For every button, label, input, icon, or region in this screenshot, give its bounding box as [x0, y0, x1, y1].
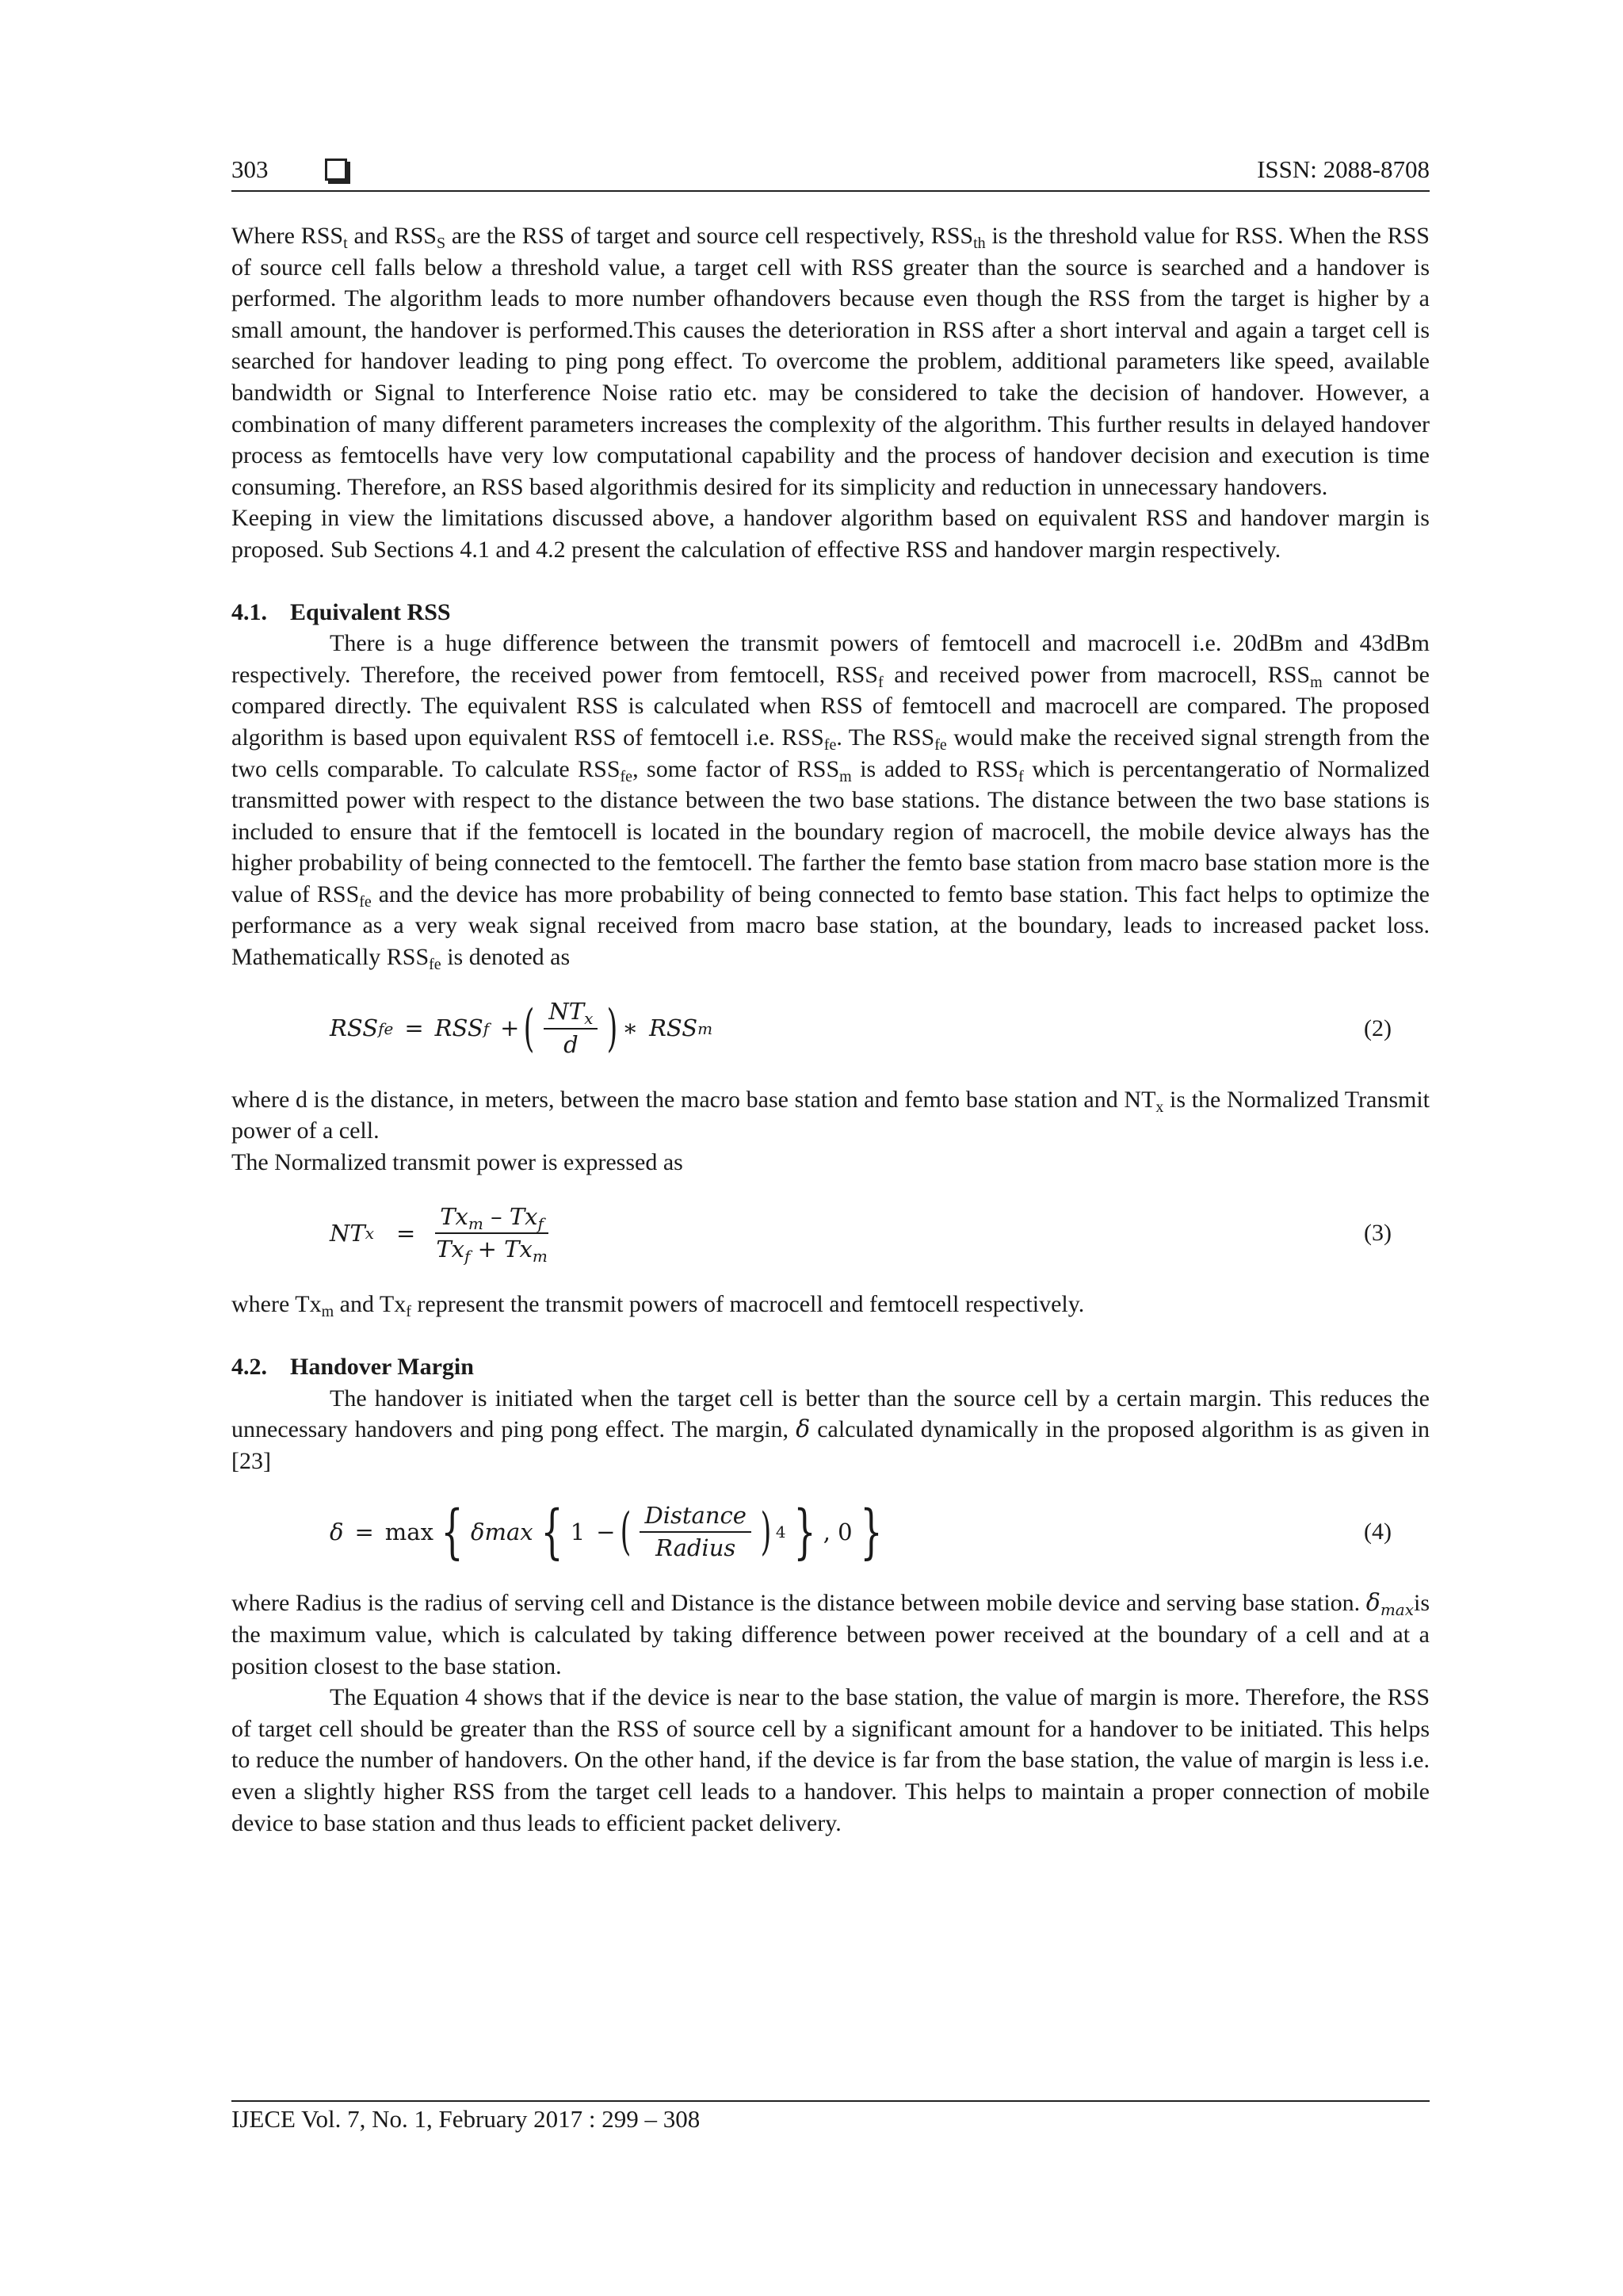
- page-number: 303: [231, 155, 269, 183]
- paragraph-handover-margin: The handover is initiated when the target cell is better than the source cell by a certain margin. This reduces the unnecessary handovers and ping pong effect. The margin, δ calculated dynamically in the proposed algorithm is as given in [23]: [231, 1385, 1430, 1474]
- equation-4: [231, 1492, 1430, 1572]
- paragraph-handover-condition: Where $RSS_t$ and $RSS_S$ are the RSS of target and source cell respectively, $RSS_{th}$ is the threshold value for RSS. When the RSS of source cell falls below a threshold value, a target cell with RSS greater than the source is searched and a handover is performed. The algorithm leads to more number ofhandovers because even though the RSS from the target is higher by a small amount, the handover is performed.This causes the deterioration in RSS after a short interval and again a target cell is searched for handover leading to ping pong effect. To overcome the problem, additional parameters like speed, available bandwidth or Signal to Interference Noise ratio etc. may be considered to take the decision of handover. However, a combination of many different parameters increases the complexity of the algorithm. This further results in delayed handover process as femtocells have very low computational capability and the process of handover decision and execution is time consuming. Therefore, an RSS based algorithmis desired for its simplicity and reduction in unnecessary handovers.: [231, 223, 1430, 500]
- equation-4-expression: δ = max { δmax { 1 − ( $\frac{\text{Distance}}{\text{Radius}}$ ) 4 } , 0 }: [330, 1498, 883, 1567]
- equation-2-number: (2): [1364, 1014, 1392, 1041]
- article-body: [231, 220, 1430, 1839]
- paragraph-radius-definition: where Radius is the radius of serving cell and Distance is the distance between mobile device and serving base station. $\delta_{max}is$ the maximum value, which is calculated by taking difference between power received at the boundary of a cell and at a position closest to the base station.: [231, 1589, 1430, 1679]
- paragraph-normalized-power-intro: The Normalized transmit power is expressed as: [231, 1148, 683, 1175]
- checkbox-glyph-icon: [325, 159, 347, 181]
- equation-3-expression: NT x = $\frac{Tx_m - Tx_f}{Tx_f + Tx_m}$: [330, 1202, 548, 1266]
- paragraph-equivalent-rss: There is a huge difference between the transmit powers of femtocell and macrocell i.e. 20dBm and 43dBm respectively. Therefore, the received power from femtocell, $RSS_f$ and received power from macrocell, $RSS_m$ cannot be compared directly. The equivalent RSS is calculated when RSS of femtocell and macrocell are compared. The proposed algorithm is based upon equivalent RSS of femtocell i.e. $RSS_{fe}$. The $RSS_{fe}$ would make the received signal strength from the two cells comparable. To calculate $RSS_{fe}$, some factor of $RSS_m$ is added to $RSS_f$ which is percentangeratio of Normalized transmitted power with respect to the distance between the two base stations. The distance between the two base stations is included to ensure that if the femtocell is located in the boundary region of macrocell, the mobile device always has the higher probability of being connected to the femtocell. The farther the femto base station from macro base station more is the value of $RSS_{fe}$ and the device has more probability of being connected to femto base station. This fact helps to optimize the performance as a very weak signal received from macro base station, at the boundary, leads to increased packet loss. Mathematically $RSS_{fe}$ is denoted as: [231, 630, 1430, 974]
- issn: ISSN: 2088-8708: [1257, 155, 1430, 183]
- equation-3: [231, 1194, 1430, 1273]
- paragraph-transmit-power-definition: where $Tx_m$ and $Tx_f$ represent the transmit powers of macrocell and femtocell respectively.: [231, 1291, 1085, 1321]
- page-header: [231, 155, 1430, 192]
- page-footer: IJECE Vol. 7, No. 1, February 2017 : 299 – 308: [231, 2100, 1430, 2134]
- equation-2: [231, 989, 1430, 1068]
- paragraph-proposal: Keeping in view the limitations discussed above, a handover algorithm based on equivalent RSS and handover margin is proposed. Sub Sections 4.1 and 4.2 present the calculation of effective RSS and handover margin respectively.: [231, 505, 1430, 563]
- paragraph-equation-4-explanation: The Equation 4 shows that if the device is near to the base station, the value of margin is more. Therefore, the RSS of target cell should be greater than the RSS of source cell by a significant amount for a handover to be initiated. This helps to reduce the number of handovers. On the other hand, if the device is far from the base station, the value of margin is less i.e. even a slightly higher RSS from the target cell leads to a handover. This helps to maintain a proper connection of mobile device to base station and thus leads to efficient packet delivery.: [231, 1684, 1430, 1836]
- equation-4-number: (4): [1364, 1519, 1392, 1545]
- equation-3-number: (3): [1364, 1220, 1392, 1247]
- section-heading-handover-margin: 4.2. Handover Margin: [231, 1354, 474, 1381]
- section-heading-equivalent-rss: 4.1. Equivalent RSS: [231, 598, 451, 625]
- equation-2-expression: RSS fe = RSS f + ( $\frac{NT_x}{d}$ ) ∗ RSS m: [330, 997, 713, 1058]
- paragraph-distance-definition: where d is the distance, in meters, between the macro base station and femto base station and $NT_x$ is the Normalized Transmit power of a cell.: [231, 1086, 1430, 1144]
